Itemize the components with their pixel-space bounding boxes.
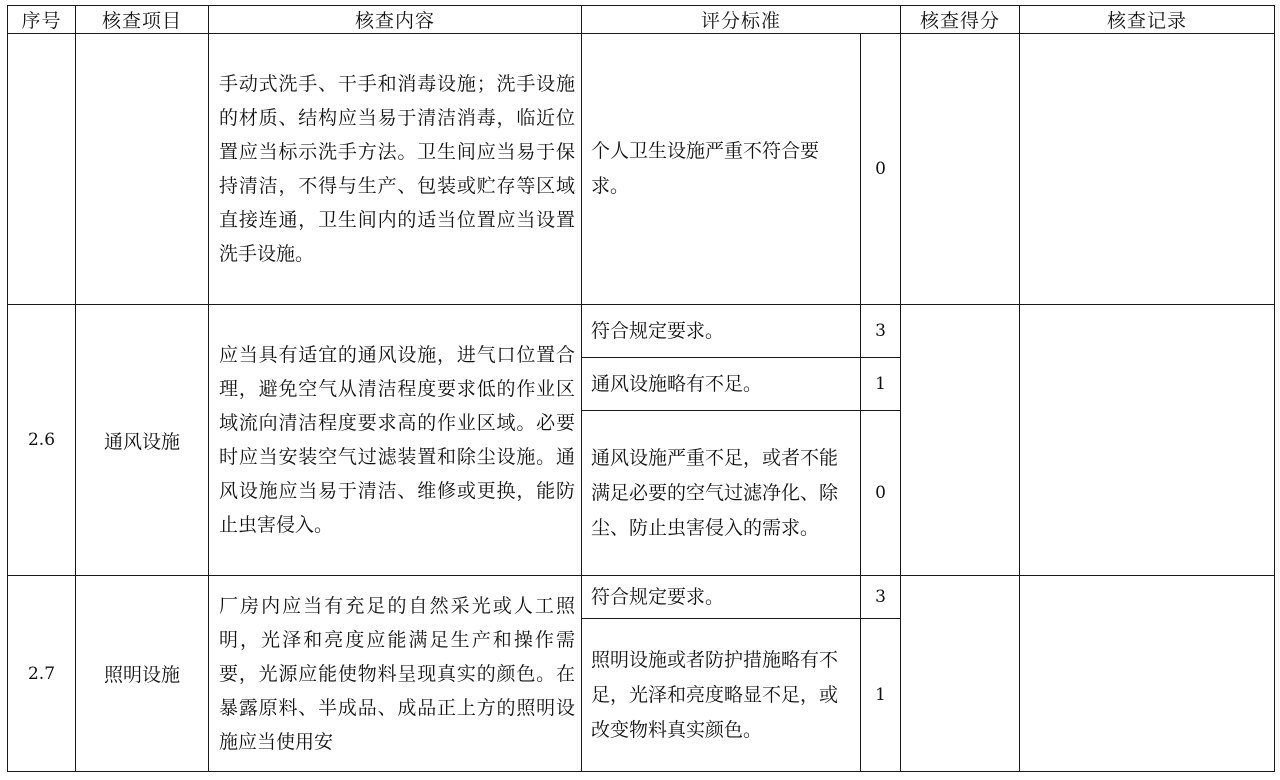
- record-input-cell[interactable]: [1020, 576, 1275, 772]
- criteria-text: 符合规定要求。: [582, 305, 861, 358]
- criteria-score: 3: [861, 576, 901, 619]
- table-row: [8, 576, 1275, 619]
- score-input-cell[interactable]: [901, 305, 1020, 576]
- criteria-score: 0: [861, 34, 901, 305]
- record-input-cell[interactable]: [1020, 305, 1275, 576]
- score-input-cell[interactable]: [901, 576, 1020, 772]
- score-input-cell[interactable]: [901, 34, 1020, 305]
- seq-cell: 2.6: [8, 305, 76, 576]
- content-cell: 应当具有适宜的通风设施，进气口位置合理，避免空气从清洁程度要求低的作业区域流向清洁程度要求高的作业区域。必要时应当安装空气过滤装置和除尘设施。通风设施应当易于清洁、维修或更换，能防止虫害侵入。: [209, 305, 582, 576]
- criteria-score: 3: [861, 305, 901, 358]
- item-cell: 通风设施: [76, 305, 209, 576]
- criteria-text: 个人卫生设施严重不符合要求。: [582, 34, 861, 305]
- criteria-text: 照明设施或者防护措施略有不足，光泽和亮度略显不足，或改变物料真实颜色。: [582, 619, 861, 772]
- table-row: [8, 34, 1275, 305]
- header-seq: 序号: [8, 6, 76, 34]
- content-cell: 手动式洗手、干手和消毒设施；洗手设施的材质、结构应当易于清洁消毒，临近位置应当标示洗手方法。卫生间应当易于保持清洁，不得与生产、包装或贮存等区域直接连通，卫生间内的适当位置应当设置洗手设施。: [209, 34, 582, 305]
- seq-cell: [8, 34, 76, 305]
- criteria-text: 通风设施严重不足，或者不能满足必要的空气过滤净化、除尘、防止虫害侵入的需求。: [582, 411, 861, 576]
- header-content: 核查内容: [209, 6, 582, 34]
- criteria-text: 通风设施略有不足。: [582, 358, 861, 411]
- criteria-score: 1: [861, 358, 901, 411]
- item-cell: [76, 34, 209, 305]
- criteria-text: 符合规定要求。: [582, 576, 861, 619]
- record-input-cell[interactable]: [1020, 34, 1275, 305]
- header-record: 核查记录: [1020, 6, 1275, 34]
- header-item: 核查项目: [76, 6, 209, 34]
- content-cell: 厂房内应当有充足的自然采光或人工照明，光泽和亮度应能满足生产和操作需要，光源应能使物料呈现真实的颜色。在暴露原料、半成品、成品正上方的照明设施应当使用安: [209, 576, 582, 772]
- header-row: [8, 6, 1275, 34]
- item-cell: 照明设施: [76, 576, 209, 772]
- seq-cell: 2.7: [8, 576, 76, 772]
- criteria-score: 0: [861, 411, 901, 576]
- criteria-score: 1: [861, 619, 901, 772]
- header-criteria: 评分标准: [582, 6, 901, 34]
- table-row: [8, 305, 1275, 358]
- header-score: 核查得分: [901, 6, 1020, 34]
- inspection-table: [7, 5, 1275, 772]
